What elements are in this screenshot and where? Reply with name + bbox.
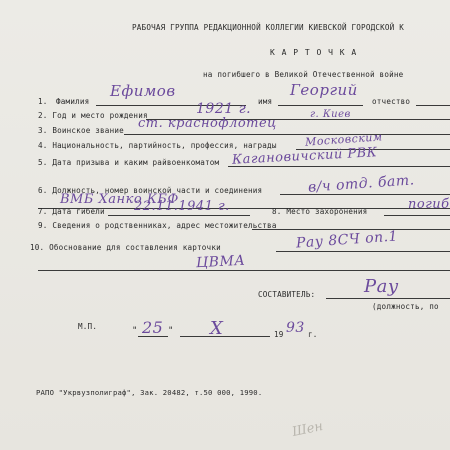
date-year-suffix: г.: [308, 330, 318, 339]
date-month: X: [210, 318, 224, 339]
card-title: К А Р Т О Ч К А: [270, 48, 358, 57]
field-6-label: 6. Должность, номер воинской части и соединения: [38, 186, 263, 195]
field-2-place: г. Киев: [310, 109, 351, 120]
field-3-line: [124, 134, 450, 135]
field-1-surname: Ефимов: [110, 82, 176, 100]
header-org: РАБОЧАЯ ГРУППА РЕДАКЦИОННОЙ КОЛЛЕГИИ КИЕВСКОЙ ГОРОДСКОЙ К: [132, 23, 404, 32]
field-8-value: погиб: [408, 197, 450, 212]
field-6-value-1: в/ч отд. бат.: [307, 172, 416, 196]
field-9-line: [252, 229, 450, 230]
field-2-label: 2. Год и место рождения: [38, 111, 148, 120]
field-5-value-2: Кагановичский РВК: [231, 145, 378, 168]
field-1-name-label: имя: [258, 97, 273, 106]
pencil-mark: Шен: [290, 418, 325, 441]
field-6-line: [280, 194, 450, 195]
date-month-line: [180, 336, 270, 337]
field-6-value-2: ВМБ Ханко КБФ: [60, 192, 179, 207]
field-2-year: 1921 г.: [196, 101, 252, 117]
field-9-label: 9. Сведения о родственниках, адрес местожительства: [38, 221, 277, 230]
field-8-line: [384, 215, 450, 216]
field-5-label: 5. Дата призыва и каким райвоенкоматом: [38, 158, 220, 167]
field-3-label: 3. Воинское звание: [38, 126, 124, 135]
date-year-prefix: 19: [274, 330, 284, 339]
date-quote-close: ": [168, 326, 174, 336]
field-1-num: 1.: [38, 97, 48, 106]
field-10-line-2: [38, 270, 450, 271]
field-1-name-line: [278, 105, 363, 106]
field-8-label: 8. Место захоронения: [272, 207, 368, 216]
field-1-label: Фамилия: [56, 97, 90, 106]
date-quote-open: ": [132, 326, 138, 336]
date-day: 25: [142, 318, 164, 337]
field-7-value: 22.11.1941 г.: [134, 199, 230, 214]
field-10-value-1: Рау 8СЧ оп.1: [295, 228, 399, 252]
field-1-patr-label: отчество: [372, 97, 411, 106]
field-4-label: 4. Национальность, партийность, профессия, награды: [38, 141, 277, 150]
stamp-mp: М.П.: [78, 322, 98, 331]
signature-label: СОСТАВИТЕЛЬ:: [258, 290, 316, 299]
field-7-line: [108, 215, 250, 216]
date-day-line: [138, 336, 168, 337]
card-subtitle: на погибшего в Великой Отечественной войне: [203, 70, 404, 79]
field-1-patr-line: [416, 105, 450, 106]
date-year: 93: [286, 320, 305, 336]
field-5-value-1: Московским: [304, 130, 383, 149]
signature-note: (должность, по: [372, 302, 439, 311]
field-10-value-2: ЦВМА: [195, 252, 246, 272]
printer-imprint: РАПО "Укрвузполиграф", Зак. 20482, т.50 000, 1990.: [36, 388, 263, 397]
signature-line: [326, 298, 450, 299]
field-7-label: 7. Дата гибели: [38, 207, 105, 216]
field-1-name: Георгий: [290, 81, 358, 99]
signature: Рау: [364, 276, 399, 297]
field-10-label: 10. Обоснование для составления карточки: [30, 243, 221, 252]
field-3-value: ст. краснофлотец: [138, 116, 277, 131]
